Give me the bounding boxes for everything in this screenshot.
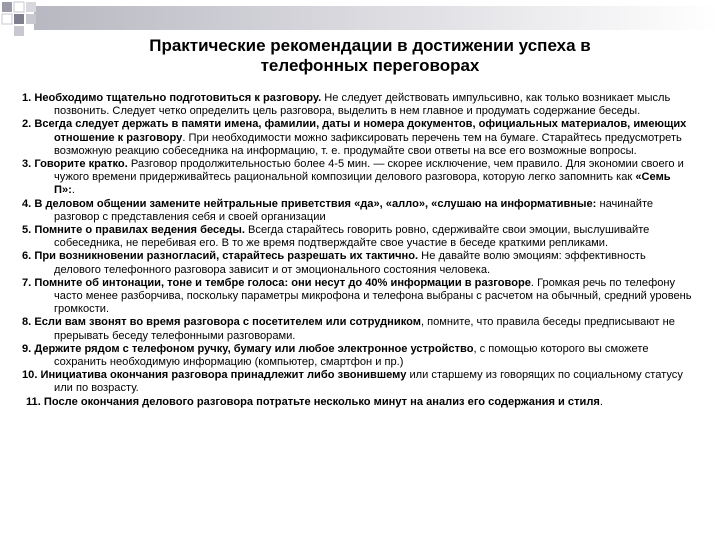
item-text: . — [599, 395, 603, 408]
decorative-header-bar — [0, 0, 720, 38]
list-item — [22, 369, 694, 395]
item-heading: Необходимо тщательно подготовиться к разговору. — [31, 92, 322, 104]
item-number: 9. — [22, 342, 32, 355]
item-text: Всегда старайтесь говорить ровно, сдерживайте свои эмоции, выслушивайте собеседника, не перебивая его. В то же время подтверждайте свое участие в беседе краткими репликами. — [54, 224, 650, 250]
item-text: Не давайте волю эмоциям: эффективность делового телефонного разговора зависит и от эмоционального состояния человека. — [54, 250, 646, 276]
item-number: 3. — [22, 158, 32, 171]
list-item — [22, 343, 694, 369]
list-item — [22, 198, 694, 224]
item-number: 4. — [22, 197, 32, 210]
item-text: или старшему из говорящих по социальному статусу или по возрасту. — [54, 369, 683, 395]
item-number: 11. — [26, 395, 41, 408]
item-number: 1. — [22, 92, 32, 104]
slide-title: Практические рекомендации в достижении успеха в телефонных переговорах — [149, 36, 591, 75]
item-number: 5. — [22, 224, 32, 237]
item-heading: После окончания делового разговора потратьте несколько минут на анализ его содержания и стиля — [40, 395, 600, 408]
item-number: 2. — [22, 118, 32, 131]
item-number: 6. — [22, 250, 32, 263]
item-heading-extra: «Семь П»: — [54, 171, 671, 197]
list-item — [22, 118, 694, 158]
item-text: Разговор продолжительностью более 4-5 мин. — скорее исключение, чем правило. Для экономии своего и чужого времени придерживайтесь рациональной композиции делового разговора, которую легко запомнить как — [54, 158, 684, 184]
item-text: начинайте разговор с представления себя и своей организации — [54, 197, 654, 223]
item-text: . При необходимости можно зафиксировать перечень тем на бумаге. Старайтесь предусмотреть возможную реакцию собеседника на информацию, т. е. продумайте свои ответы на все его возможные вопросы. — [54, 131, 682, 157]
list-item — [22, 396, 694, 409]
item-text: , помните, что правила беседы предписывают не прерывать беседу телефонными разговорами. — [54, 316, 675, 342]
item-heading: При возникновении разногласий, старайтесь разрешать их тактично. — [31, 250, 419, 263]
item-heading: Помните об интонации, тоне и тембре голоса: они несут до 40% информации в разговоре — [31, 276, 531, 289]
item-text: Не следует действовать импульсивно, как только возникает мысль позвонить. Следует четко определить цель разговора, выделить в нем главное и продумать содержание беседы. — [54, 92, 671, 118]
item-text: , с помощью которого вы сможете сохранить необходимую информацию (компьютер, смартфон и пр.) — [54, 342, 649, 369]
item-number: 10. — [22, 369, 38, 382]
list-item — [22, 158, 694, 198]
recommendations-list — [22, 92, 694, 409]
item-number: 7. — [22, 276, 32, 289]
item-heading: Помните о правилах ведения беседы. — [31, 224, 245, 237]
list-item — [22, 250, 694, 276]
list-item — [22, 316, 694, 342]
list-item — [22, 92, 694, 118]
item-heading: Держите рядом с телефоном ручку, бумагу или любое электронное устройство — [31, 342, 474, 355]
list-item — [22, 277, 694, 317]
item-heading: Инициатива окончания разговора принадлежит либо звонившему — [37, 369, 407, 382]
item-text-extra: . — [71, 184, 75, 197]
item-text: . Громкая речь по телефону часто менее разборчива, поскольку параметры микрофона и телефона выбраны с расчетом на обычный, средний уровень громкости. — [54, 276, 692, 316]
item-heading: В деловом общении замените нейтральные приветствия «да», «алло», «слушаю на информативные: — [31, 197, 597, 210]
item-heading: Если вам звонят во время разговора с посетителем или сотрудником — [31, 316, 421, 329]
item-heading: Всегда следует держать в памяти имена, фамилии, даты и номера документов, официальных материалов, имеющих отношение к разговору — [31, 118, 687, 144]
item-heading: Говорите кратко. — [31, 158, 128, 171]
list-item — [22, 224, 694, 250]
item-number: 8. — [22, 316, 32, 329]
